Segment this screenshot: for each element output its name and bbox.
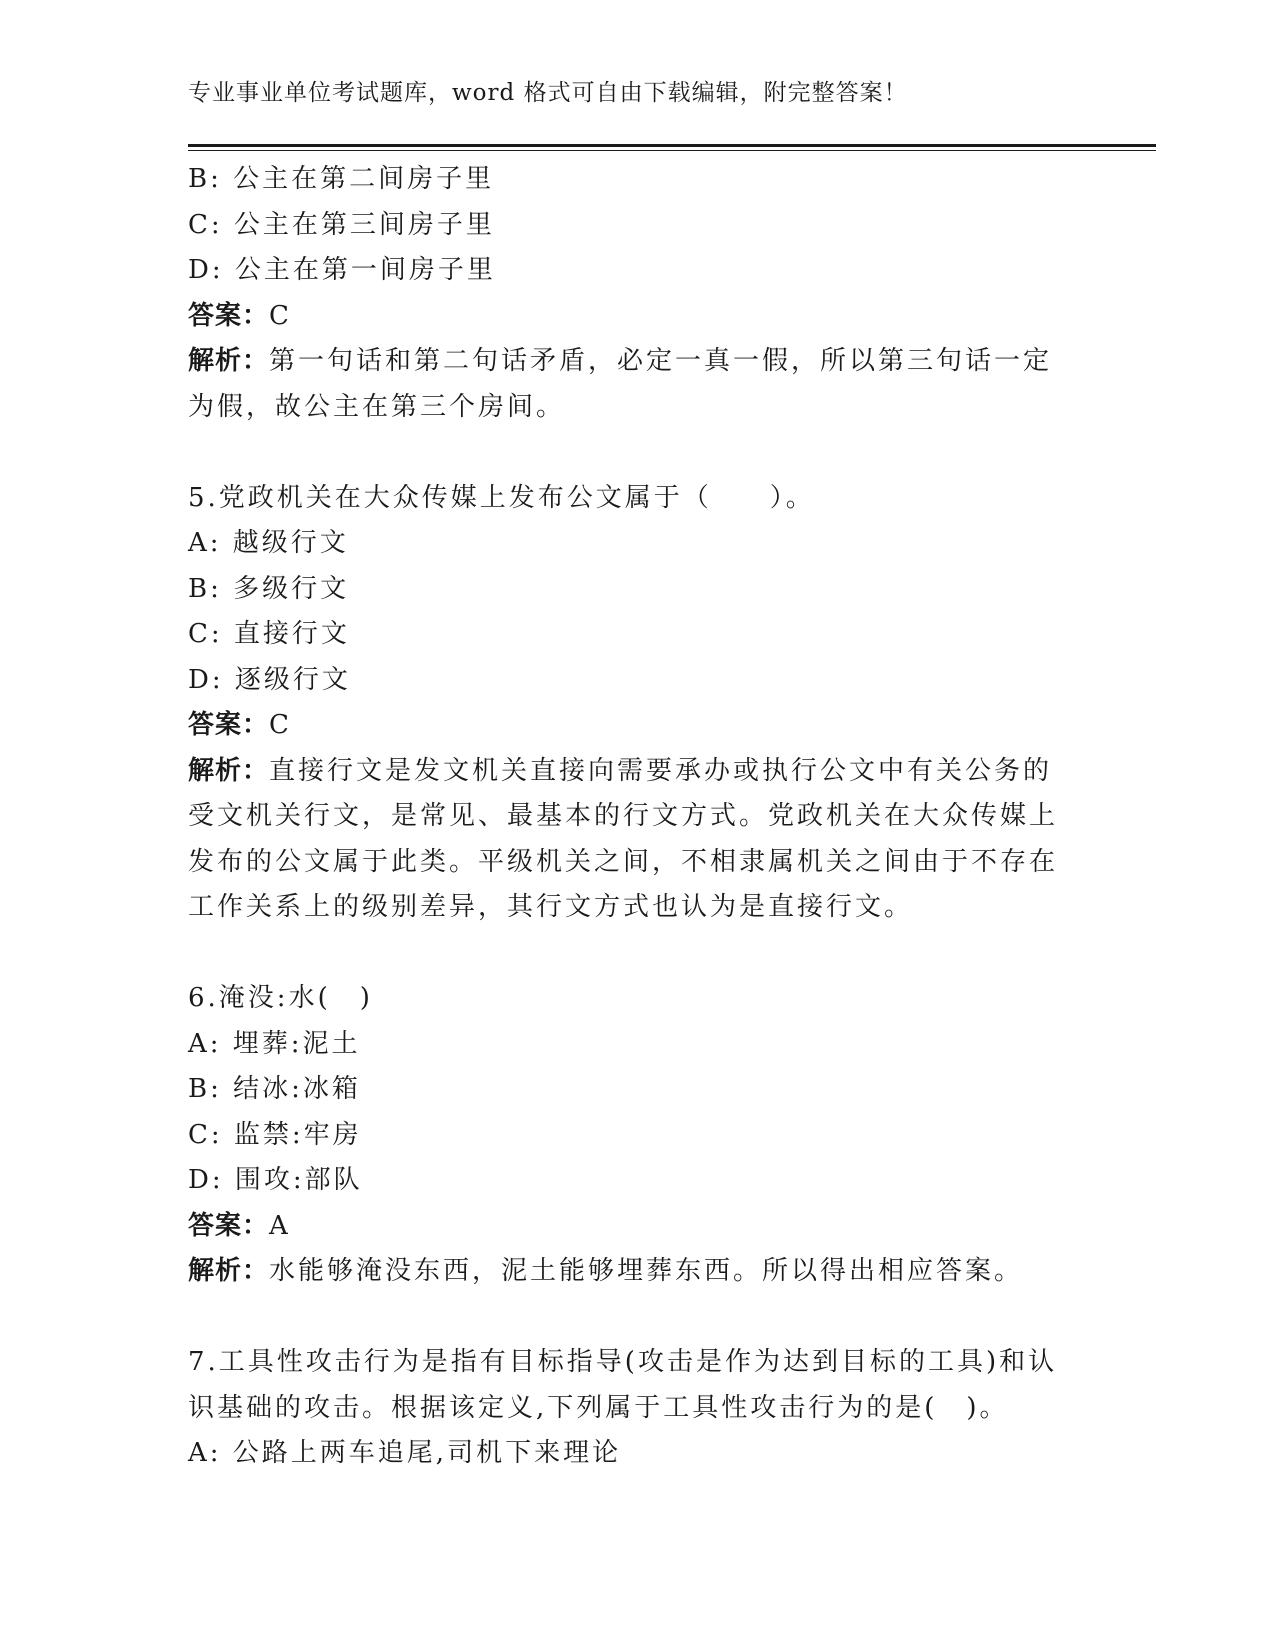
q5-option-c: C: 直接行文 (188, 619, 350, 649)
document-body (188, 157, 1068, 1477)
q5-option-d: D: 逐级行文 (188, 664, 351, 695)
q6-answer (188, 1204, 1068, 1250)
analysis-text: 第一句话和第二句话矛盾，必定一真一假，所以第三句话一定 (269, 346, 1053, 376)
answer-label: 答案： (188, 1210, 270, 1241)
header-rule-thin (188, 150, 1156, 151)
q5-option-b: B: 多级行文 (188, 573, 350, 604)
answer-label: 答案： (188, 300, 270, 331)
answer-value: C (269, 710, 292, 740)
q4-analysis-line-2: 为假，故公主在第三个房间。 (188, 391, 566, 422)
q7-question-line-1: 7.工具性攻击行为是指有目标指导(攻击是作为达到目标的工具)和认 (188, 1347, 1058, 1377)
analysis-label: 解析： (188, 755, 270, 786)
analysis-label: 解析： (188, 346, 270, 376)
q6-analysis (188, 1249, 1068, 1295)
analysis-text: 水能够淹没东西，泥土能够埋葬东西。所以得出相应答案。 (269, 1256, 1024, 1286)
answer-label: 答案： (188, 710, 270, 740)
header-rule-thick (188, 144, 1156, 147)
q6-option-a: A: 埋葬:泥土 (188, 1028, 361, 1059)
q5-option-a: A: 越级行文 (188, 528, 349, 558)
q6-question: 6.淹没:水( ) (188, 983, 373, 1013)
answer-value: A (269, 1210, 291, 1241)
q6-option-b: B: 结冰:冰箱 (188, 1074, 361, 1104)
q5-question: 5.党政机关在大众传媒上发布公文属于（ ）。 (188, 482, 815, 513)
q6-option-c: C: 监禁:牢房 (188, 1119, 362, 1150)
q5-analysis-line-3: 发布的公文属于此类。平级机关之间，不相隶属机关之间由于不存在 (188, 846, 1059, 877)
page-header: 专业事业单位考试题库，word 格式可自由下载编辑，附完整答案！ (188, 80, 908, 106)
q5-analysis-line-2: 受文机关行文，是常见、最基本的行文方式。党政机关在大众传媒上 (188, 801, 1059, 831)
analysis-text: 直接行文是发文机关直接向需要承办或执行公文中有关公务的 (269, 755, 1053, 786)
q4-answer (188, 294, 1068, 340)
q5-analysis-line-1 (188, 749, 1068, 795)
q7-option-a: A: 公路上两车追尾,司机下来理论 (188, 1438, 622, 1468)
q4-option-c: C: 公主在第三间房子里 (188, 209, 495, 240)
analysis-label: 解析： (188, 1256, 270, 1286)
answer-value: C (269, 300, 292, 331)
q6-option-d: D: 围攻:部队 (188, 1165, 363, 1195)
q4-option-b: B: 公主在第二间房子里 (188, 164, 495, 194)
q7-question-line-2: 识基础的攻击。根据该定义,下列属于工具性攻击行为的是( )。 (188, 1392, 1009, 1423)
q4-analysis-line-1 (188, 339, 1068, 385)
q4-option-d: D: 公主在第一间房子里 (188, 255, 496, 285)
q5-analysis-line-4: 工作关系上的级别差异，其行文方式也认为是直接行文。 (188, 892, 914, 922)
q5-answer (188, 703, 1068, 749)
